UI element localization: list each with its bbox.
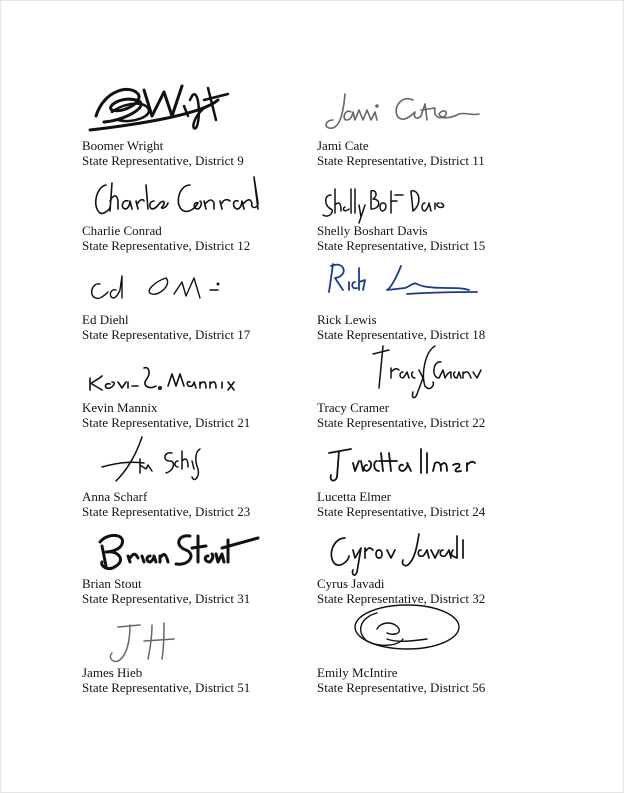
signer-title: State Representative, District 17: [82, 327, 251, 342]
signer-title: State Representative, District 31: [82, 591, 251, 606]
signer-name: Anna Scharf: [82, 489, 148, 504]
signer-title: State Representative, District 32: [317, 591, 486, 606]
signer-title: State Representative, District 24: [317, 504, 486, 519]
signer-name: Lucetta Elmer: [317, 489, 391, 504]
signer-name: James Hieb: [82, 665, 143, 680]
signature-image: [317, 338, 547, 408]
signer-title: State Representative, District 23: [82, 504, 251, 519]
signer-name: Jami Cate: [317, 138, 369, 153]
signer-name: Rick Lewis: [317, 312, 377, 327]
signer-name: Emily McIntire: [317, 665, 398, 680]
signer-name: Tracy Cramer: [317, 400, 390, 415]
signer-name: Ed Diehl: [82, 312, 129, 327]
signature-image: [317, 599, 547, 669]
signer-title: State Representative, District 56: [317, 680, 486, 695]
signature-image: [82, 70, 312, 140]
signer-name: Charlie Conrad: [82, 223, 162, 238]
signature-image: [317, 250, 547, 320]
signer-name: Kevin Mannix: [82, 400, 158, 415]
signer-name: Cyrus Javadi: [317, 576, 385, 591]
signer-name: Brian Stout: [82, 576, 142, 591]
signer-name: Boomer Wright: [82, 138, 164, 153]
signer-title: State Representative, District 18: [317, 327, 486, 342]
signer-title: State Representative, District 12: [82, 238, 251, 253]
signer-title: State Representative, District 15: [317, 238, 486, 253]
signer-name: Shelly Boshart Davis: [317, 223, 428, 238]
signer-title: State Representative, District 9: [82, 153, 244, 168]
signer-title: State Representative, District 51: [82, 680, 251, 695]
signer-title: State Representative, District 22: [317, 415, 486, 430]
signer-title: State Representative, District 21: [82, 415, 251, 430]
signer-title: State Representative, District 11: [317, 153, 485, 168]
signature-image: [317, 76, 547, 146]
